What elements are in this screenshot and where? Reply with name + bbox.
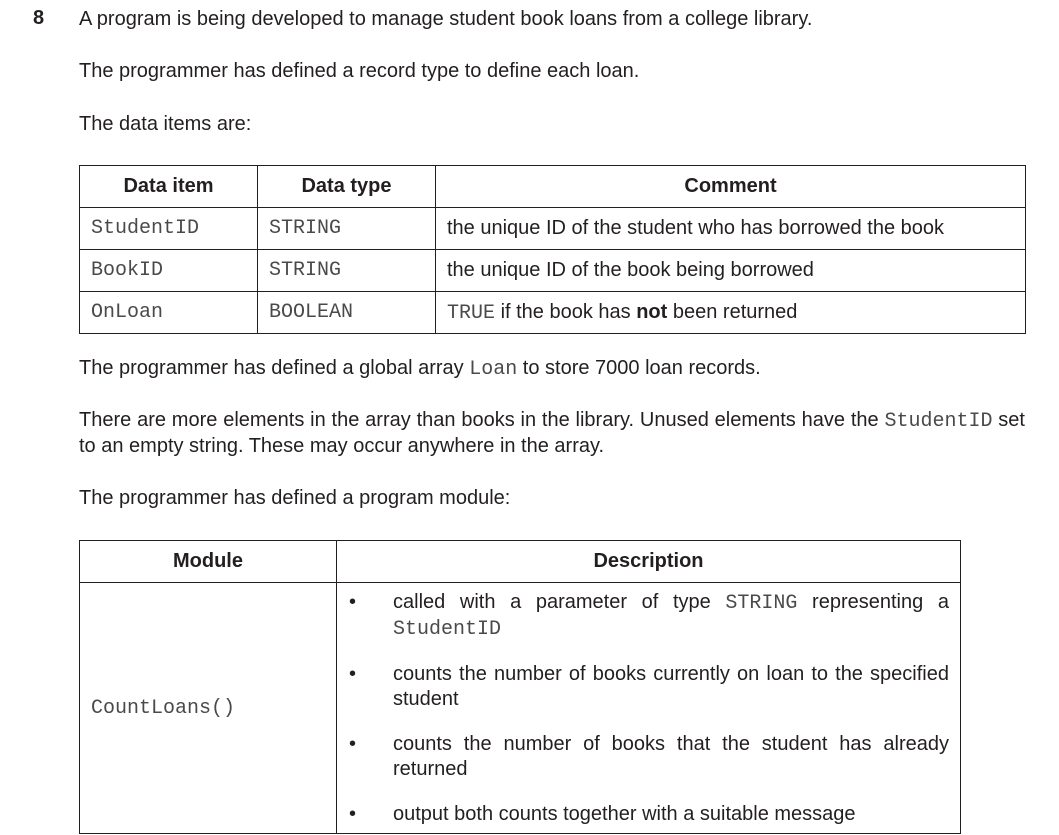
table-row	[80, 292, 1026, 334]
list-item	[337, 732, 949, 782]
description-list	[337, 590, 949, 827]
array-text-pre: The programmer has defined a global array	[79, 357, 470, 379]
description-cell	[337, 583, 961, 834]
module-name-cell: CountLoans()	[80, 583, 337, 834]
bullet-icon: •	[349, 591, 357, 613]
bullet-text: counts the number of books currently on loan to the specified student	[393, 663, 949, 710]
bullet-icon: •	[349, 663, 357, 685]
list-item	[337, 802, 949, 827]
module-paragraph: The programmer has defined a program module:	[79, 487, 511, 509]
array-paragraph	[79, 356, 761, 382]
question-number: 8	[33, 7, 45, 29]
data-type-cell: BOOLEAN	[258, 292, 436, 334]
header-data-item: Data item	[80, 166, 258, 208]
bullet-text-pre: called with a parameter of type	[393, 591, 726, 613]
list-item	[337, 590, 949, 642]
intro-paragraph: A program is being developed to manage student book loans from a college library.	[79, 8, 813, 30]
record-paragraph: The programmer has defined a record type to define each loan.	[79, 60, 640, 82]
bullet-code-2: StudentID	[393, 618, 502, 641]
table-row	[80, 250, 1026, 292]
bullet-text: counts the number of books that the student has already returned	[393, 733, 949, 780]
data-item-cell: OnLoan	[80, 292, 258, 334]
table-row	[80, 208, 1026, 250]
comment-cell: the unique ID of the student who has borrowed the book	[436, 208, 1026, 250]
header-data-type: Data type	[258, 166, 436, 208]
unused-text-post: set to an empty string. These may occur anywhere in the array.	[79, 409, 1025, 457]
table-header-row	[80, 166, 1026, 208]
unused-text-pre: There are more elements in the array than books in the library. Unused elements have the	[79, 409, 885, 431]
data-type-cell: STRING	[258, 250, 436, 292]
comment-cell: the unique ID of the book being borrowed	[436, 250, 1026, 292]
bullet-text: output both counts together with a suitable message	[393, 803, 856, 825]
list-item	[337, 662, 949, 712]
comment-text-pre: if the book has	[495, 300, 637, 323]
comment-cell	[436, 292, 1026, 334]
comment-code: TRUE	[447, 301, 496, 325]
unused-code: StudentID	[884, 410, 993, 433]
bullet-icon: •	[349, 803, 357, 825]
header-module: Module	[80, 541, 337, 583]
table-header-row	[80, 541, 961, 583]
data-item-cell: BookID	[80, 250, 258, 292]
bullet-icon: •	[349, 733, 357, 755]
comment-text-post: been returned	[667, 300, 798, 323]
table-row	[80, 583, 961, 834]
bullet-code: STRING	[725, 592, 798, 615]
data-type-cell: STRING	[258, 208, 436, 250]
data-item-cell: StudentID	[80, 208, 258, 250]
module-table	[79, 540, 961, 834]
array-text-post: to store 7000 loan records.	[517, 357, 761, 379]
comment-bold: not	[636, 300, 668, 323]
header-comment: Comment	[436, 166, 1026, 208]
header-description: Description	[337, 541, 961, 583]
bullet-text-post: representing a	[797, 591, 949, 613]
array-code: Loan	[469, 358, 518, 381]
data-items-paragraph: The data items are:	[79, 113, 252, 135]
data-items-table	[79, 165, 1026, 334]
unused-paragraph	[79, 408, 1025, 459]
